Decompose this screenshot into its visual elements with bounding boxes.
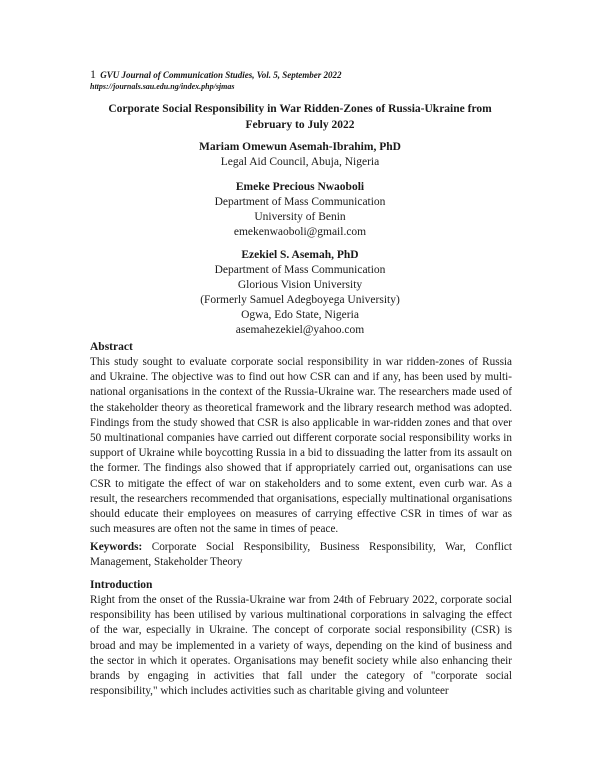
author-location: Ogwa, Edo State, Nigeria (241, 309, 359, 321)
journal-header (90, 68, 342, 93)
author-name: Emeke Precious Nwaoboli (235, 181, 365, 193)
abstract-heading: Abstract (90, 341, 133, 353)
journal-url[interactable]: https://journals.sau.edu.ng/index.php/sjmas (90, 82, 235, 91)
author-institution: University of Benin (254, 211, 346, 223)
author-department: Department of Mass Communication (214, 264, 386, 276)
author-name: Mariam Omewun Asemah-Ibrahim, PhD (199, 141, 401, 153)
author-affiliation: Legal Aid Council, Abuja, Nigeria (220, 156, 380, 168)
author-block (90, 248, 510, 338)
introduction-heading: Introduction (90, 579, 153, 591)
introduction-text: Right from the onset of the Russia-Ukraine war from 24th of February 2022, corporate social responsibility has been utilised by various multinational corporations in salvaging the effect of the war, especially in Ukraine. The concept of corporate social responsibility (CSR) is broad and may be implemented in a variety of ways, depending on the kind of business and the sector in which it operates. Organisations may benefit society while also enhancing their brands by engaging in activities that fall under the category of "corporate social responsibility," which includes activities such as charitable giving and volunteer (90, 594, 512, 698)
author-block (90, 180, 510, 240)
author-email[interactable]: asemahezekiel@yahoo.com (235, 324, 365, 336)
keywords-text: Corporate Social Responsibility, Business Responsibility, War, Conflict Management, Stakeholder Theory (90, 541, 512, 569)
author-former-institution: (Formerly Samuel Adegboyega University) (200, 294, 400, 306)
author-name: Ezekiel S. Asemah, PhD (241, 249, 359, 261)
keywords (90, 540, 512, 570)
abstract-text: This study sought to evaluate corporate social responsibility in war ridden-zones of Russia and Ukraine. The objective was to find out how CSR can and if any, has been used by multi-national organisations in the context of the Russia-Ukraine war. The researchers made used of the stakeholder theory as theoretical framework and the library research method was adopted. Findings from the study showed that CSR is also applicable in war-ridden zones and that over 50 multinational companies have carried out different corporate social responsibility works in support of Ukraine while boycotting Russia in a bid to dissuading the latter from its assault on the former. The findings also showed that if appropriately carried out, organisations can use CSR to mitigate the effect of war on stakeholders and to some extent, even curb war. As a result, the researchers recommended that organisations, especially multinational organisations should educate their employees on measures of carrying effective CSR in times of war as such measures are often not the same in times of peace. (90, 356, 512, 536)
paper-title: Corporate Social Responsibility in War Ridden-Zones of Russia-Ukraine from February to July 2022 (108, 103, 492, 131)
author-block (90, 140, 510, 170)
author-department: Department of Mass Communication (214, 196, 386, 208)
keywords-label: Keywords: (90, 541, 143, 553)
journal-name: GVU Journal of Communication Studies, Vol. 5, September 2022 (100, 70, 342, 80)
journal-citation (90, 68, 342, 81)
author-email[interactable]: emekenwaoboli@gmail.com (233, 226, 367, 238)
author-institution: Glorious Vision University (237, 279, 363, 291)
page-number: 1 (90, 67, 96, 81)
